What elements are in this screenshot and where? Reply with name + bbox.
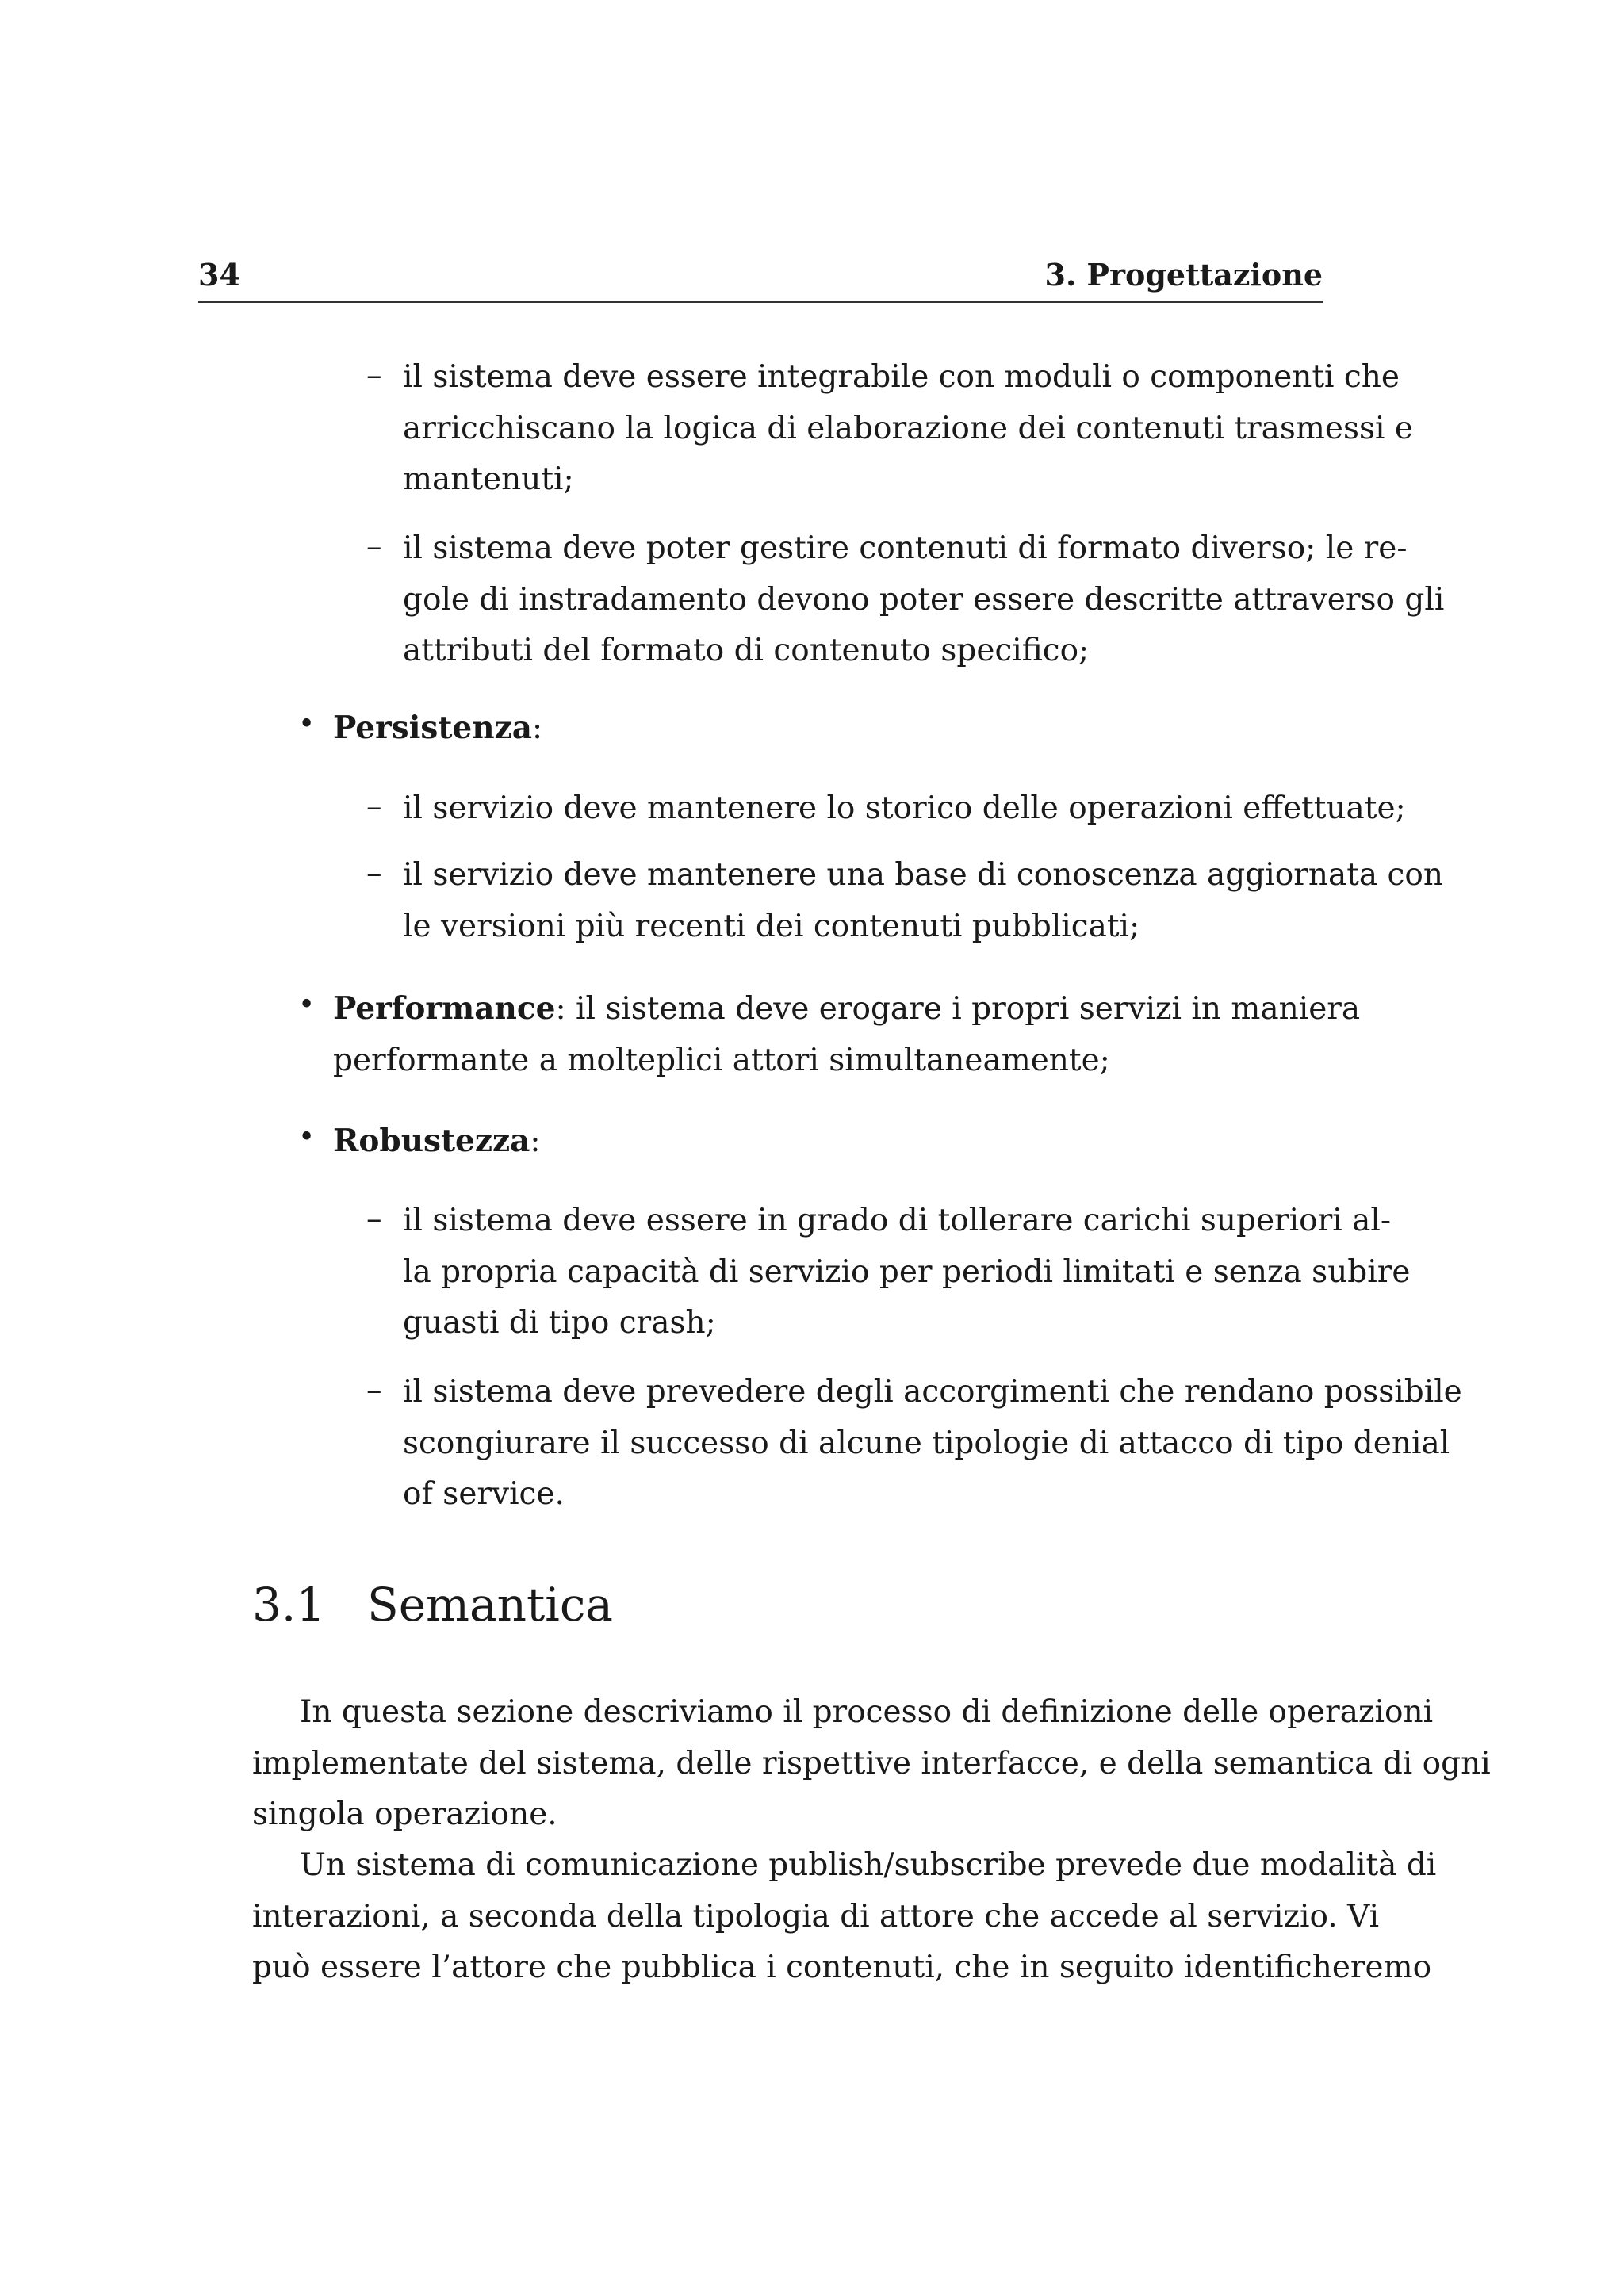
term-performance: Performance (333, 990, 556, 1027)
list-item-line: il servizio deve mantenere lo storico delle operazioni effettuate; (403, 790, 1406, 826)
section-title: Semantica (367, 1578, 613, 1632)
term-suffix: : (530, 1123, 541, 1159)
list-item-line: of service. (403, 1476, 565, 1512)
list-item (403, 1367, 1462, 1521)
term-robustezza: Robustezza (333, 1123, 530, 1159)
paragraph-line: interazioni, a seconda della tipologia di attore che accede al servizio. Vi (252, 1898, 1380, 1934)
dash-marker: – (366, 855, 382, 891)
running-header (198, 252, 1323, 303)
paragraph-line: può essere l’attore che pubblica i contenuti, che in seguito identificheremo (252, 1950, 1432, 1985)
list-item (403, 1196, 1411, 1349)
list-item-line (333, 983, 1361, 1035)
page-number: 34 (198, 257, 240, 293)
list-item-line: performante a molteplici attori simultaneamente; (333, 1042, 1110, 1078)
list-item (403, 850, 1443, 952)
dash-marker: – (366, 358, 382, 393)
dash-marker: – (366, 1201, 382, 1237)
list-item-line: attributi del formato di contenuto specifico; (403, 633, 1090, 668)
list-heading-persistenza (333, 702, 542, 755)
list-item-line: il sistema deve essere integrabile con moduli o componenti che (403, 359, 1400, 395)
list-item-line: guasti di tipo crash; (403, 1305, 716, 1341)
list-item-line: mantenuti; (403, 461, 574, 497)
bullet-marker: • (298, 1121, 316, 1154)
list-item (403, 783, 1406, 835)
list-item-line: il sistema deve prevedere degli accorgimenti che rendano possibile (403, 1374, 1462, 1410)
dash-marker: – (366, 789, 382, 825)
paragraph-line: Un sistema di comunicazione publish/subscribe prevede due modalità di (300, 1847, 1437, 1883)
list-item-line: il sistema deve essere in grado di tollerare carichi superiori al- (403, 1203, 1392, 1238)
paragraph (252, 1840, 1437, 1994)
list-heading-robustezza (333, 1115, 541, 1168)
chapter-title: 3. Progettazione (1044, 257, 1323, 293)
dash-marker: – (366, 1372, 382, 1408)
paragraph (252, 1687, 1491, 1841)
list-item-line: il servizio deve mantenere una base di conoscenza aggiornata con (403, 857, 1443, 893)
term-suffix: : (531, 710, 543, 746)
term-suffix: : il sistema deve erogare i propri servizi in maniera (555, 991, 1361, 1027)
list-item-line: scongiurare il successo di alcune tipologie di attacco di tipo denial (403, 1425, 1450, 1461)
bullet-marker: • (298, 708, 316, 740)
dash-marker: – (366, 529, 382, 564)
section-number: 3.1 (252, 1578, 326, 1632)
list-item-line: la propria capacità di servizio per periodi limitati e senza subire (403, 1253, 1411, 1290)
paragraph-line: implementate del sistema, delle rispettive interfacce, e della semantica di ogni (252, 1745, 1491, 1781)
list-item-performance (333, 983, 1361, 1086)
list-item-line: il sistema deve poter gestire contenuti di formato diverso; le re- (403, 530, 1408, 566)
list-item (403, 523, 1445, 677)
list-item-line: arricchiscano la logica di elaborazione dei contenuti trasmessi e (403, 410, 1413, 446)
list-item-line: gole di instradamento devono poter essere descritte attraverso gli (403, 581, 1445, 618)
list-item-line: le versioni più recenti dei contenuti pubblicati; (403, 908, 1140, 944)
bullet-marker: • (298, 989, 316, 1021)
term-persistenza: Persistenza (333, 710, 532, 746)
paragraph-line: In questa sezione descriviamo il processo di definizione delle operazioni (300, 1694, 1434, 1730)
paragraph-line: singola operazione. (252, 1797, 557, 1832)
list-item (403, 352, 1413, 506)
section-heading (252, 1578, 613, 1632)
